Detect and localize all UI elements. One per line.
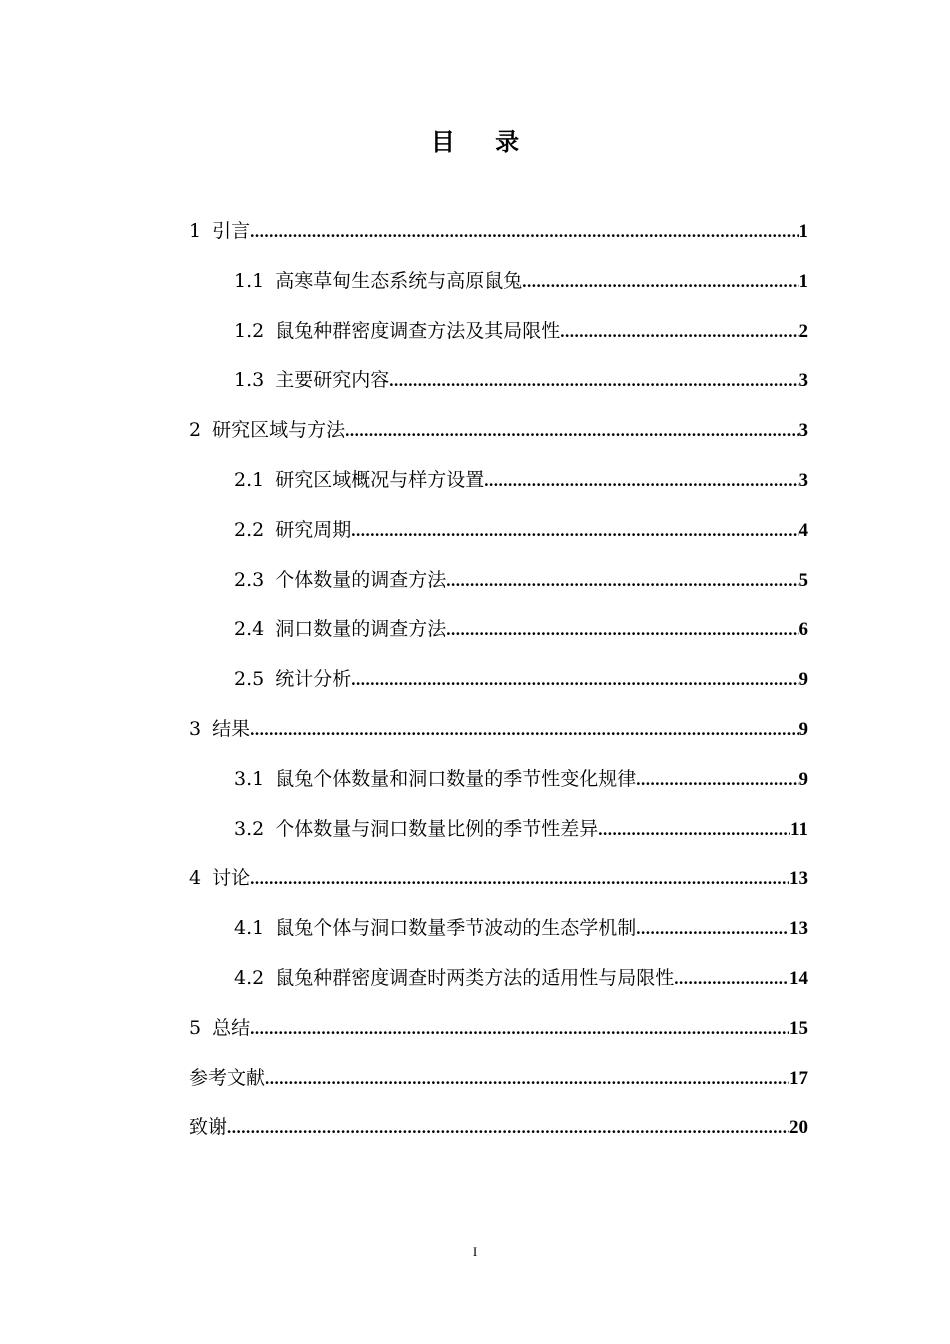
toc-entry-number: 1.2 (234, 319, 265, 342)
toc-dot-leader (446, 612, 798, 648)
toc-entry[interactable] (189, 313, 808, 363)
toc-entry[interactable] (189, 661, 808, 711)
toc-entry-number: 4.2 (234, 966, 265, 989)
toc-dot-leader (265, 1061, 789, 1097)
toc-entry-title: 结果 (212, 717, 251, 740)
toc-entry-number: 3.2 (234, 817, 265, 840)
toc-entry-page: 14 (789, 967, 808, 989)
toc-entry-page: 1 (798, 270, 808, 292)
toc-entry-title: 鼠兔种群密度调查时两类方法的适用性与局限性 (275, 966, 675, 989)
toc-dot-leader (446, 563, 798, 599)
toc-dot-leader (484, 463, 798, 499)
toc-dot-leader (636, 762, 798, 798)
toc-entry-number: 1.3 (234, 369, 265, 392)
toc-entry-number: 2.3 (234, 568, 265, 591)
toc-dot-leader (598, 812, 790, 848)
toc-entry-number: 2.1 (234, 468, 265, 491)
toc-entry-page: 20 (789, 1117, 808, 1139)
toc-entry-number: 1.1 (234, 269, 265, 292)
toc-entry-page: 9 (798, 768, 808, 790)
toc-entry-number: 2.4 (234, 618, 265, 641)
toc-entry-number: 1 (189, 220, 202, 242)
toc-dot-leader (250, 1011, 789, 1047)
toc-dot-leader (345, 413, 798, 449)
toc-entry-title: 鼠兔个体数量和洞口数量的季节性变化规律 (275, 767, 637, 790)
toc-entry-page: 5 (798, 569, 808, 591)
toc-entry[interactable] (189, 910, 808, 960)
toc-entry[interactable] (189, 213, 808, 263)
toc-entry-title: 研究区域概况与样方设置 (275, 468, 485, 491)
toc-dot-leader (560, 314, 798, 350)
toc-entry-page: 3 (798, 370, 808, 392)
toc-entry-page: 17 (789, 1067, 808, 1089)
toc-entry[interactable] (189, 412, 808, 462)
toc-entry-number: 4.1 (234, 917, 265, 940)
toc-entry[interactable] (189, 811, 808, 861)
toc-entry[interactable] (189, 761, 808, 811)
toc-entry-title: 鼠兔种群密度调查方法及其局限性 (275, 319, 561, 342)
toc-entry[interactable] (189, 711, 808, 761)
toc-entry-title: 统计分析 (275, 668, 352, 691)
toc-entry[interactable] (189, 1109, 808, 1159)
toc-entry-page: 11 (790, 818, 808, 840)
toc-entry-number: 2.5 (234, 668, 265, 691)
toc-entry-title: 参考文献 (189, 1066, 266, 1089)
toc-dot-leader (250, 861, 789, 897)
toc-entry-number: 2 (189, 419, 202, 442)
toc-entry-page: 3 (798, 469, 808, 491)
page-number: I (472, 1244, 478, 1259)
toc-entry-title: 研究周期 (275, 518, 352, 541)
toc-entry-page: 15 (789, 1017, 808, 1039)
toc-entry[interactable] (189, 263, 808, 313)
toc-entry-title: 引言 (212, 220, 251, 242)
toc-entry-page: 13 (789, 918, 808, 940)
toc-entry-title: 高寒草甸生态系统与高原鼠兔 (275, 269, 523, 292)
toc-entry-page: 3 (798, 420, 808, 442)
toc-entry-page: 4 (798, 519, 808, 541)
toc-entry-number: 4 (189, 867, 202, 890)
toc-dot-leader (674, 961, 789, 997)
toc-dot-leader (250, 712, 798, 748)
toc-entry-title: 讨论 (212, 867, 251, 890)
toc-entry[interactable] (189, 562, 808, 612)
toc-entry-page: 6 (798, 619, 808, 641)
toc-entry[interactable] (189, 1010, 808, 1060)
toc-entry[interactable] (189, 512, 808, 562)
toc-entry-number: 2.2 (234, 518, 265, 541)
toc-entry-page: 2 (798, 320, 808, 342)
toc-entry[interactable] (189, 860, 808, 910)
toc-entry[interactable] (189, 611, 808, 661)
toc-dot-leader (250, 214, 798, 250)
toc-dot-leader (636, 911, 789, 947)
toc-entry-title: 洞口数量的调查方法 (275, 618, 447, 641)
toc-entry-page: 1 (798, 221, 808, 242)
toc-entry[interactable] (189, 362, 808, 412)
toc-dot-leader (351, 513, 798, 549)
toc-entry-title: 总结 (212, 1016, 251, 1039)
toc-entry-title: 个体数量的调查方法 (275, 568, 447, 591)
toc-title: 目 录 (430, 127, 536, 156)
toc-dot-leader (227, 1110, 789, 1146)
toc-entry-number: 3.1 (234, 767, 265, 790)
toc-dot-leader (522, 264, 798, 300)
toc-entry-page: 13 (789, 868, 808, 890)
toc-entry-title: 研究区域与方法 (212, 419, 346, 442)
toc-dot-leader (389, 363, 798, 399)
toc-entry-title: 个体数量与洞口数量比例的季节性差异 (275, 817, 599, 840)
toc-entry-page: 9 (798, 718, 808, 740)
toc-entry[interactable] (189, 960, 808, 1010)
toc-entry[interactable] (189, 462, 808, 512)
toc-entry-title: 鼠兔个体与洞口数量季节波动的生态学机制 (275, 917, 637, 940)
toc-entry-title: 主要研究内容 (275, 369, 390, 392)
toc-entry-number: 3 (189, 717, 202, 740)
toc-dot-leader (351, 662, 798, 698)
toc-entry-title: 致谢 (189, 1116, 228, 1139)
table-of-contents (189, 213, 808, 1159)
toc-entry[interactable] (189, 1060, 808, 1110)
toc-entry-number: 5 (189, 1016, 202, 1039)
toc-entry-page: 9 (798, 669, 808, 691)
